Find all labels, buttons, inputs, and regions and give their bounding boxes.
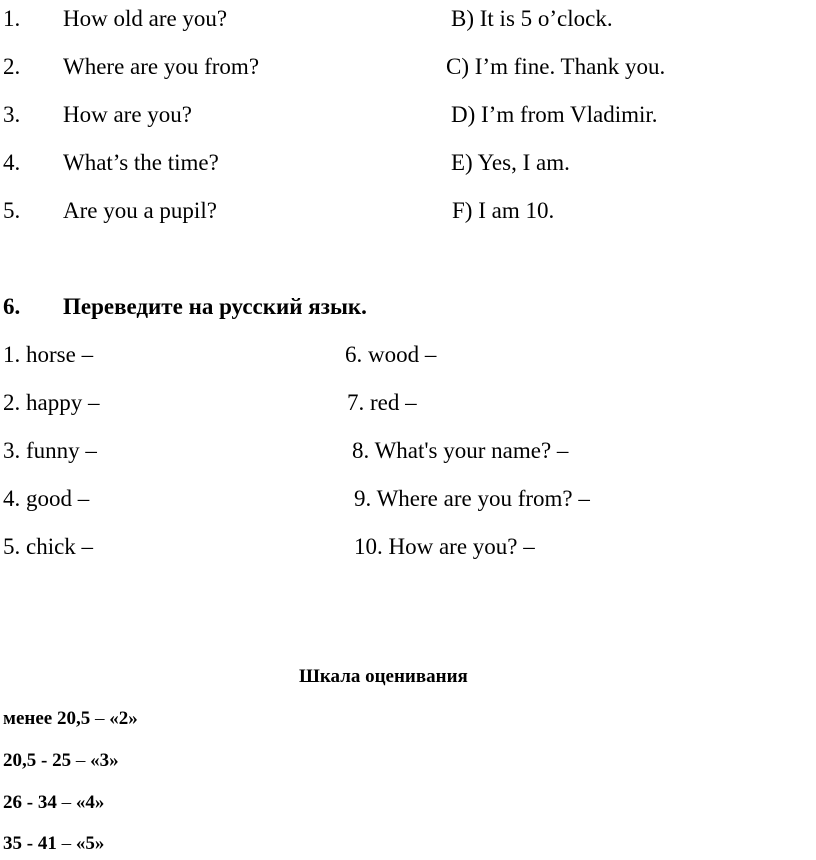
word-item: 4. good –: [3, 486, 90, 511]
scale-grade: «4»: [75, 792, 105, 813]
scale-dash: –: [71, 750, 91, 771]
task-number: 6.: [3, 294, 21, 319]
scale-row: [3, 709, 138, 728]
question-number: 4.: [3, 150, 21, 175]
scale-title: Шкала оценивания: [299, 666, 468, 687]
word-item: 5. chick –: [3, 534, 94, 559]
scale-row: [3, 751, 119, 770]
scale-row: [3, 834, 104, 853]
question-text: Where are you from?: [63, 54, 260, 79]
scale-dash: –: [56, 792, 76, 813]
question-text: How are you?: [63, 102, 193, 127]
question-number: 1.: [3, 6, 21, 31]
answer-option: D) I’m from Vladimir.: [451, 102, 658, 127]
scale-range: 26 - 34: [3, 792, 57, 813]
question-number: 3.: [3, 102, 21, 127]
scale-grade: «5»: [75, 833, 105, 854]
question-text: Are you a pupil?: [63, 198, 217, 223]
answer-option: B) It is 5 o’clock.: [451, 6, 613, 31]
question-text: How old are you?: [63, 6, 228, 31]
scale-dash: –: [56, 833, 76, 854]
question-number: 5.: [3, 198, 21, 223]
scale-dash: –: [90, 708, 110, 729]
scale-grade: «2»: [109, 708, 138, 729]
word-item: 2. happy –: [3, 390, 100, 415]
word-item: 3. funny –: [3, 438, 97, 463]
word-item: 6. wood –: [345, 342, 437, 367]
answer-option: C) I’m fine. Thank you.: [446, 54, 666, 79]
task-heading: Переведите на русский язык.: [63, 294, 367, 319]
word-item: 10. How are you? –: [354, 534, 535, 559]
scale-range: 35 - 41: [3, 833, 57, 854]
answer-option: F) I am 10.: [452, 198, 555, 223]
scale-range: 20,5 - 25: [3, 750, 72, 771]
word-item: 7. red –: [347, 390, 417, 415]
question-number: 2.: [3, 54, 21, 79]
word-item: 1. horse –: [3, 342, 94, 367]
scale-row: [3, 793, 104, 812]
scale-grade: «3»: [90, 750, 119, 771]
scale-range: менее 20,5: [3, 708, 91, 729]
answer-option: E) Yes, I am.: [451, 150, 570, 175]
word-item: 9. Where are you from? –: [354, 486, 590, 511]
word-item: 8. What's your name? –: [352, 438, 569, 463]
question-text: What’s the time?: [63, 150, 219, 175]
